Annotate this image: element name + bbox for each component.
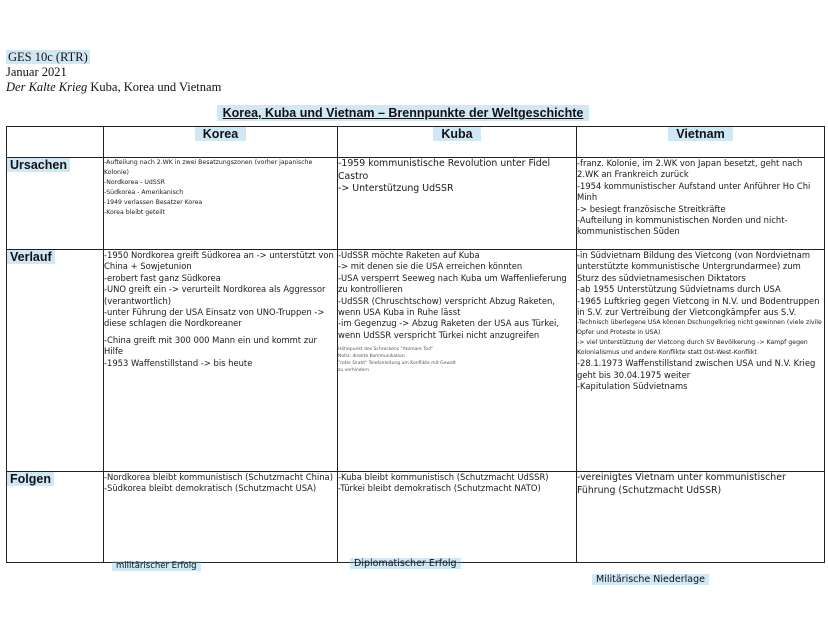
date-label: Januar 2021 (6, 65, 67, 79)
list-item: -UdSSR (Chruschtschow) verspricht Abzug Raketen, wenn USA Kuba in Ruhe lässt (338, 295, 555, 318)
list-item: -28.1.1973 Waffenstillstand zwischen USA und N.V. Krieg geht bis 30.04.1975 weiter (577, 358, 816, 380)
list-item: -1953 Waffenstillstand -> bis heute (104, 357, 253, 368)
list-item: -Technisch überlegene USA können Dschungelkrieg nicht gewinnen (viele zivile Opfer und Proteste in USA) (577, 319, 822, 337)
cell-verlauf-vietnam (577, 250, 825, 472)
document-header (6, 50, 221, 95)
cell-folgen-vietnam (577, 472, 825, 563)
topic-label: Der Kalte Krieg Kuba, Korea und Vietnam (6, 80, 222, 94)
cell-verlauf-korea (104, 250, 338, 472)
list-item: -Südkorea - Amerikanisch (104, 189, 184, 196)
list-item: -unter Führung der USA Einsatz von UNO-Truppen -> diese schlagen die Nordkoreaner (104, 307, 325, 329)
list-item: -vereinigtes Vietnam unter kommunistischer Führung (Schutzmacht UdSSR) (577, 472, 786, 496)
list-item: -> Unterstützung UdSSR (338, 183, 454, 195)
list-item: -Türkei bleibt demokratisch (Schutzmacht NATO) (338, 483, 541, 494)
cell-ursachen-vietnam (577, 158, 825, 250)
list-item: -UNO greift ein -> verurteilt Nordkorea als Aggressor (verantwortlich) (104, 284, 326, 306)
column-header-vietnam: Vietnam (577, 127, 825, 158)
list-item: -Nordkorea - UdSSR (104, 179, 165, 186)
cell-folgen-kuba (338, 472, 577, 563)
list-item: -Nordkorea bleibt kommunistisch (Schutzmacht China) (104, 472, 333, 482)
list-item: -Südkorea bleibt demokratisch (Schutzmacht USA) (104, 483, 317, 494)
list-item: -Aufteilung nach 2.WK in zwei Besatzungszonen (vorher japanische Kolonie) (104, 159, 313, 176)
list-item: -1950 Nordkorea greift Südkorea an -> unterstützt von China + Sowjetunion (104, 250, 334, 272)
comparison-table (6, 126, 825, 563)
cell-ursachen-kuba (338, 158, 577, 250)
course-label: GES 10c (RTR) (8, 50, 88, 64)
margin-note: Notiz: direkte Kommunikation (338, 354, 405, 360)
list-item: -> besiegt französische Streitkräfte (577, 203, 726, 214)
list-item: -ab 1955 Unterstützung Südvietnams durch USA (577, 284, 781, 295)
list-item: -UdSSR möchte Raketen auf Kuba (338, 250, 480, 260)
list-item: -erobert fast ganz Südkorea (104, 272, 221, 283)
list-item: -1949 verlassen Besatzer Korea (104, 199, 203, 206)
margin-note: "roter Draht" Telefonleitung um Konflikte mit Gewalt (338, 361, 456, 367)
worksheet-title-wrap (208, 104, 598, 122)
column-header-korea: Korea (104, 127, 338, 158)
list-item: -Korea bleibt geteilt (104, 209, 166, 216)
footer-kuba-result: Diplomatischer Erfolg (350, 558, 461, 569)
list-item: -franz. Kolonie, im 2.WK von Japan besetzt, geht nach 2.WK an Frankreich zurück (577, 158, 803, 180)
worksheet-title: Korea, Kuba und Vietnam – Brennpunkte der Weltgeschichte (217, 105, 590, 121)
list-item: -1959 kommunistische Revolution unter Fidel Castro (338, 158, 551, 182)
footer-korea-result: militärischer Erfolg (112, 561, 201, 571)
list-item: -> mit denen sie die USA erreichen könnten (338, 261, 523, 272)
list-item: -in Südvietnam Bildung des Vietcong (von Nordvietnam unterstützte kommunistische Untergrundarmee) zum Sturz des südvietnamesischen Diktators (577, 250, 811, 283)
list-item: -Kapitulation Südvietnams (577, 381, 688, 392)
list-item: -Kuba bleibt kommunistisch (Schutzmacht UdSSR) (338, 472, 549, 482)
list-item: -China greift mit 300 000 Mann ein und kommt zur Hilfe (104, 334, 317, 357)
list-item: -USA versperrt Seeweg nach Kuba um Waffenlieferung zu kontrollieren (338, 272, 567, 295)
row-header-ursachen: Ursachen (7, 158, 104, 250)
cell-ursachen-korea (104, 158, 338, 250)
footer-vietnam-result: Militärische Niederlage (592, 574, 709, 585)
row-header-verlauf: Verlauf (7, 250, 104, 472)
cell-folgen-korea (104, 472, 338, 563)
cell-verlauf-kuba (338, 250, 577, 472)
margin-note: zu verhindern (338, 368, 370, 374)
corner-cell (7, 127, 104, 158)
list-item: -1965 Luftkrieg gegen Vietcong in N.V. und Bodentruppen in S.V. zur Vertreibung der Vietcongkämpfer aus S.V. (577, 295, 820, 318)
list-item: -Aufteilung in kommunistischen Norden und nicht-kommunistischen Süden (577, 215, 788, 237)
column-header-kuba: Kuba (338, 127, 577, 158)
list-item: -1954 kommunistischer Aufstand unter Anführer Ho Chi Minh (577, 180, 811, 203)
list-item: -im Gegenzug -> Abzug Raketen der USA aus Türkei, wenn UdSSR verspricht Türkei nicht anzugreifen (338, 318, 560, 340)
margin-note: Höhepunkt des Schreckens "Atomare Tod" (338, 347, 433, 353)
list-item: -> viel Unterstützung der Vietcong durch SV Bevölkerung -> Kampf gegen Kolonialismus und andere Konflikte statt Ost-West-Konflikt (577, 339, 808, 357)
row-header-folgen: Folgen (7, 472, 104, 563)
